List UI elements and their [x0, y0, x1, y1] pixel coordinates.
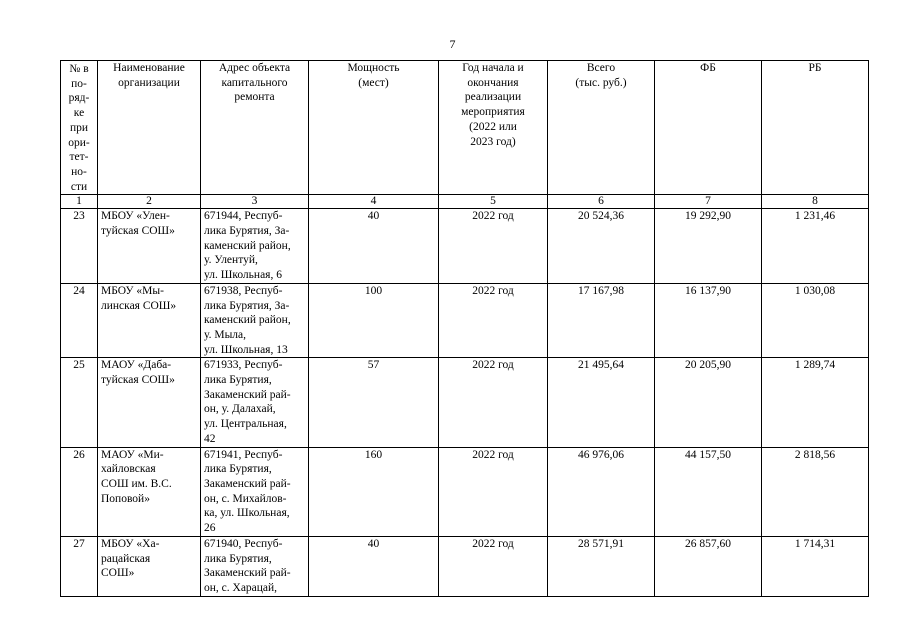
header-cell-addr	[201, 61, 309, 195]
header-cap-line: Мощность	[347, 62, 400, 74]
column-number-cell: 7	[655, 195, 762, 209]
capacity-cell: 160	[309, 447, 439, 536]
header-addr-line: Адрес объекта	[218, 62, 291, 74]
fb-cell: 44 157,50	[655, 447, 762, 536]
capacity-cell: 40	[309, 536, 439, 596]
organization-name-cell-line: линская СОШ»	[101, 299, 177, 312]
year-cell: 2022 год	[439, 447, 548, 536]
column-number-cell: 1	[61, 195, 98, 209]
total-cell: 17 167,98	[548, 283, 655, 358]
header-year-line: 2023 год)	[470, 135, 516, 148]
address-cell-line: лика Бурятия, За-	[204, 225, 290, 238]
header-num-line: по-	[71, 77, 87, 90]
total-cell: 20 524,36	[548, 209, 655, 284]
organization-name-cell-line: СОШ им. В.С.	[101, 477, 172, 490]
organization-name-cell-line: МБОУ «Мы-	[101, 284, 164, 297]
header-num-line: ке	[73, 107, 85, 120]
address-cell-line: Закаменский рай-	[204, 388, 291, 401]
header-cell-rb	[762, 61, 869, 195]
organization-name-cell	[98, 536, 201, 596]
address-cell-line: 671933, Респуб-	[204, 359, 283, 372]
header-cell-org	[98, 61, 201, 195]
organization-name-cell-line: туйская СОШ»	[101, 225, 175, 238]
address-cell-line: лика Бурятия,	[204, 463, 272, 476]
capacity-cell: 40	[309, 209, 439, 284]
address-cell-line: 671940, Респуб-	[204, 537, 283, 550]
header-org-line: Наименование	[113, 62, 185, 74]
header-num-line: ряд-	[68, 92, 90, 105]
header-fb-line: ФБ	[700, 62, 716, 74]
organization-name-cell-line: хайловская	[101, 463, 156, 476]
address-cell-line: он, с. Михайлов-	[204, 492, 287, 505]
table-row	[61, 209, 869, 284]
header-year-line: окончания	[467, 76, 519, 89]
header-year-line: Год начала и	[462, 62, 524, 74]
address-cell-line: каменский район,	[204, 314, 291, 327]
column-number-cell: 2	[98, 195, 201, 209]
fb-cell: 16 137,90	[655, 283, 762, 358]
table-row	[61, 358, 869, 447]
table-row	[61, 283, 869, 358]
organization-name-cell-line: туйская СОШ»	[101, 374, 175, 387]
rb-cell: 1 289,74	[762, 358, 869, 447]
header-addr-line: капитального	[221, 76, 288, 89]
header-total-line: Всего	[586, 62, 616, 74]
header-num-line: сти	[70, 180, 88, 193]
header-addr-line: ремонта	[234, 91, 275, 104]
header-num-line: но-	[71, 165, 87, 178]
rb-cell: 1 714,31	[762, 536, 869, 596]
address-cell-line: ул. Школьная, 13	[204, 343, 288, 356]
address-cell-line: ул. Центральная,	[204, 418, 287, 431]
address-cell-line: лика Бурятия, За-	[204, 299, 290, 312]
address-cell	[201, 358, 309, 447]
header-year-line: мероприятия	[461, 106, 525, 119]
header-cap-line: (мест)	[358, 76, 389, 89]
header-num-line: при	[69, 121, 89, 134]
header-year-line: (2022 или	[469, 120, 517, 133]
organization-name-cell-line: СОШ»	[101, 567, 135, 580]
capacity-cell: 57	[309, 358, 439, 447]
header-num-line: ори-	[68, 136, 90, 149]
address-cell-line: 42	[204, 432, 216, 445]
header-num-line: тет-	[69, 151, 89, 164]
organization-name-cell-line: МБОУ «Ха-	[101, 537, 160, 550]
header-num-line: № в	[69, 63, 89, 75]
column-number-cell: 8	[762, 195, 869, 209]
total-cell: 28 571,91	[548, 536, 655, 596]
capacity-cell: 100	[309, 283, 439, 358]
organization-name-cell-line: Поповой»	[101, 492, 150, 505]
address-cell-line: у. Улентуй,	[204, 254, 258, 267]
address-cell-line: 26	[204, 522, 216, 535]
organization-name-cell-line: МАОУ «Ми-	[101, 448, 164, 461]
header-year-line: реализации	[464, 91, 522, 104]
priority-number-cell: 23	[61, 209, 98, 284]
address-cell-line: 671944, Респуб-	[204, 210, 283, 223]
header-cell-fb	[655, 61, 762, 195]
header-cell-total	[548, 61, 655, 195]
address-cell-line: ул. Школьная, 6	[204, 269, 282, 282]
capital-repair-table	[60, 60, 869, 597]
organization-name-cell	[98, 358, 201, 447]
address-cell	[201, 209, 309, 284]
year-cell: 2022 год	[439, 536, 548, 596]
fb-cell: 26 857,60	[655, 536, 762, 596]
address-cell-line: каменский район,	[204, 239, 291, 252]
total-cell: 21 495,64	[548, 358, 655, 447]
priority-number-cell: 26	[61, 447, 98, 536]
header-cell-cap	[309, 61, 439, 195]
fb-cell: 19 292,90	[655, 209, 762, 284]
column-number-cell: 3	[201, 195, 309, 209]
column-number-cell: 5	[439, 195, 548, 209]
address-cell-line: ка, ул. Школьная,	[204, 507, 290, 520]
rb-cell: 1 231,46	[762, 209, 869, 284]
total-cell: 46 976,06	[548, 447, 655, 536]
priority-number-cell: 24	[61, 283, 98, 358]
year-cell: 2022 год	[439, 283, 548, 358]
year-cell: 2022 год	[439, 358, 548, 447]
year-cell: 2022 год	[439, 209, 548, 284]
column-number-row	[61, 195, 869, 209]
organization-name-cell-line: рацайская	[101, 552, 151, 565]
column-number-cell: 4	[309, 195, 439, 209]
organization-name-cell-line: МБОУ «Улен-	[101, 210, 170, 223]
rb-cell: 2 818,56	[762, 447, 869, 536]
address-cell-line: лика Бурятия,	[204, 552, 272, 565]
page-number: 7	[449, 37, 456, 51]
priority-number-cell: 27	[61, 536, 98, 596]
column-number-cell: 6	[548, 195, 655, 209]
address-cell	[201, 283, 309, 358]
address-cell-line: у. Мыла,	[204, 328, 247, 341]
header-org-line: организации	[118, 76, 180, 89]
address-cell-line: лика Бурятия,	[204, 374, 272, 387]
address-cell-line: он, у. Далахай,	[204, 403, 276, 416]
organization-name-cell	[98, 447, 201, 536]
address-cell-line: 671941, Респуб-	[204, 448, 283, 461]
organization-name-cell	[98, 283, 201, 358]
header-cell-num	[61, 61, 98, 195]
table-row	[61, 536, 869, 596]
table-body	[61, 209, 869, 596]
address-cell-line: Закаменский рай-	[204, 567, 291, 580]
organization-name-cell-line: МАОУ «Даба-	[101, 359, 172, 372]
fb-cell: 20 205,90	[655, 358, 762, 447]
table-row	[61, 447, 869, 536]
address-cell	[201, 536, 309, 596]
address-cell-line: он, с. Харацай,	[204, 581, 278, 594]
address-cell	[201, 447, 309, 536]
organization-name-cell	[98, 209, 201, 284]
address-cell-line: 671938, Респуб-	[204, 284, 283, 297]
table-header-row	[61, 61, 869, 195]
header-cell-year	[439, 61, 548, 195]
header-total-line: (тыс. руб.)	[575, 76, 627, 89]
priority-number-cell: 25	[61, 358, 98, 447]
address-cell-line: Закаменский рай-	[204, 477, 291, 490]
rb-cell: 1 030,08	[762, 283, 869, 358]
header-rb-line: РБ	[808, 62, 822, 74]
